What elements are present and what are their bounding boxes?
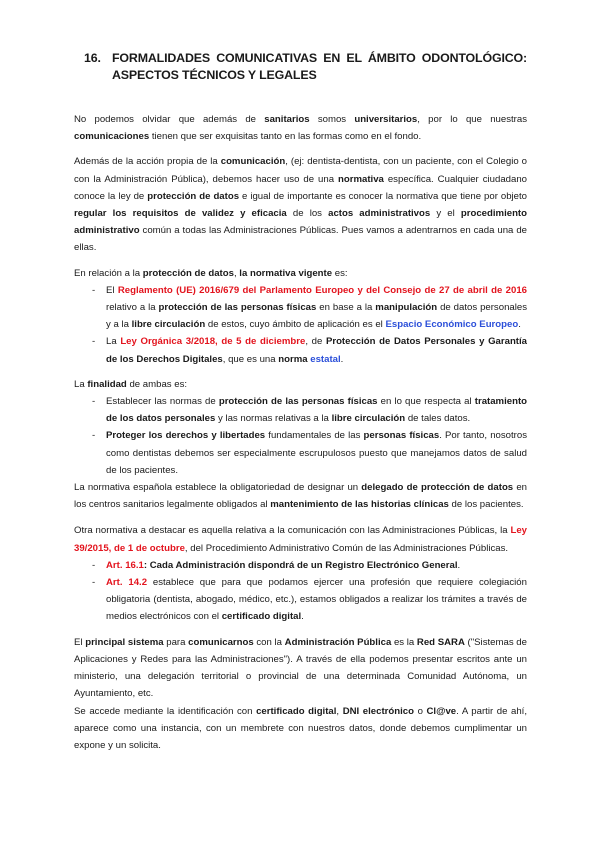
acceso-paragraph: Se accede mediante la identificación con certificado digital, DNI electrónico o Cl@ve. A partir de ahí, aparece como una instancia, con un membrete con nuestros datos, donde debemos cumplimentar un expone y un solicita. <box>74 705 528 751</box>
normativa-list <box>74 282 527 368</box>
normativa-paragraph: Además de la acción propia de la comunicación, (ej: dentista-dentista, con un paciente, con el Colegio o con la Administración Pública), debemos hacer uso de una normativa específica. Cualquier ciudadano conoce la ley de protección de datos e igual de importante es conocer la normativa que tiene por objeto regular los requisitos de validez y eficacia de los actos administrativos y el procedimiento administrativo común a todas las Administraciones Públicas. Pues vamos a adentrarnos en cada una de ellas. <box>74 156 528 254</box>
articulos-list <box>74 557 527 626</box>
proteccion-datos-paragraph: En relación a la protección de datos, la normativa vigente es: <box>74 267 348 279</box>
list-item: - Proteger los derechos y libertades fundamentales de las personas físicas. Por tanto, nosotros como dentistas debemos ser especialmente escrupulosos puesto que manejamos datos de salud de los pacientes. <box>74 427 527 479</box>
list-item: - Art. 14.2 establece que para que podamos ejercer una profesión que requiere colegiación obligatoria (dentista, abogado, médico, etc.), estamos obligados a realizar los trámites a través de medios electrónicos con el certificado digital. <box>74 574 527 626</box>
intro-paragraph: No podemos olvidar que además de sanitarios somos universitarios, por lo que nuestras comunicaciones tienen que ser exquisitas tanto en las formas como en el fondo. <box>74 114 528 143</box>
list-item: - Establecer las normas de protección de las personas físicas en lo que respecta al tratamiento de los datos personales y las normas relativas a la libre circulación de tales datos. <box>74 393 527 427</box>
delegado-paragraph: La normativa española establece la obligatoriedad de designar un delegado de protección de datos en los centros sanitarios legalmente obligados al mantenimiento de las historias clínicas de los pacientes. <box>74 482 527 511</box>
section-number: 16. <box>84 51 101 65</box>
red-sara-paragraph: El principal sistema para comunicarnos con la Administración Pública es la Red SARA ("Sistemas de Aplicaciones y Redes para las Administraciones"). A través de ella podemos presentar escritos ante un ministerio, una delegación territorial o provincial de una determinada Comunidad Autónoma, un Ayuntamiento, etc. <box>74 636 527 700</box>
list-item: - Art. 16.1: Cada Administración dispondrá de un Registro Electrónico General. <box>74 557 527 574</box>
section-heading: FORMALIDADES COMUNICATIVAS EN EL ÁMBITO ODONTOLÓGICO: ASPECTOS TÉCNICOS Y LEGALES <box>112 51 527 82</box>
document-page <box>74 50 527 754</box>
section-title <box>74 50 527 84</box>
administraciones-paragraph: Otra normativa a destacar es aquella relativa a la comunicación con las Administraciones Públicas, la Ley 39/2015, de 1 de octubre, del Procedimiento Administrativo Común de las Administraciones Públicas. <box>74 525 527 554</box>
finalidad-paragraph: La finalidad de ambas es: <box>74 378 188 390</box>
finalidad-list <box>74 393 527 479</box>
list-item: - El Reglamento (UE) 2016/679 del Parlamento Europeo y del Consejo de 27 de abril de 2016 relativo a la protección de las personas físicas en base a la manipulación de datos personales y a la libre circulación de estos, cuyo ámbito de aplicación es el Espacio Económico Europeo. <box>74 282 527 334</box>
list-item: - La Ley Orgánica 3/2018, de 5 de diciembre, de Protección de Datos Personales y Garantía de los Derechos Digitales, que es una norma estatal. <box>74 333 527 367</box>
